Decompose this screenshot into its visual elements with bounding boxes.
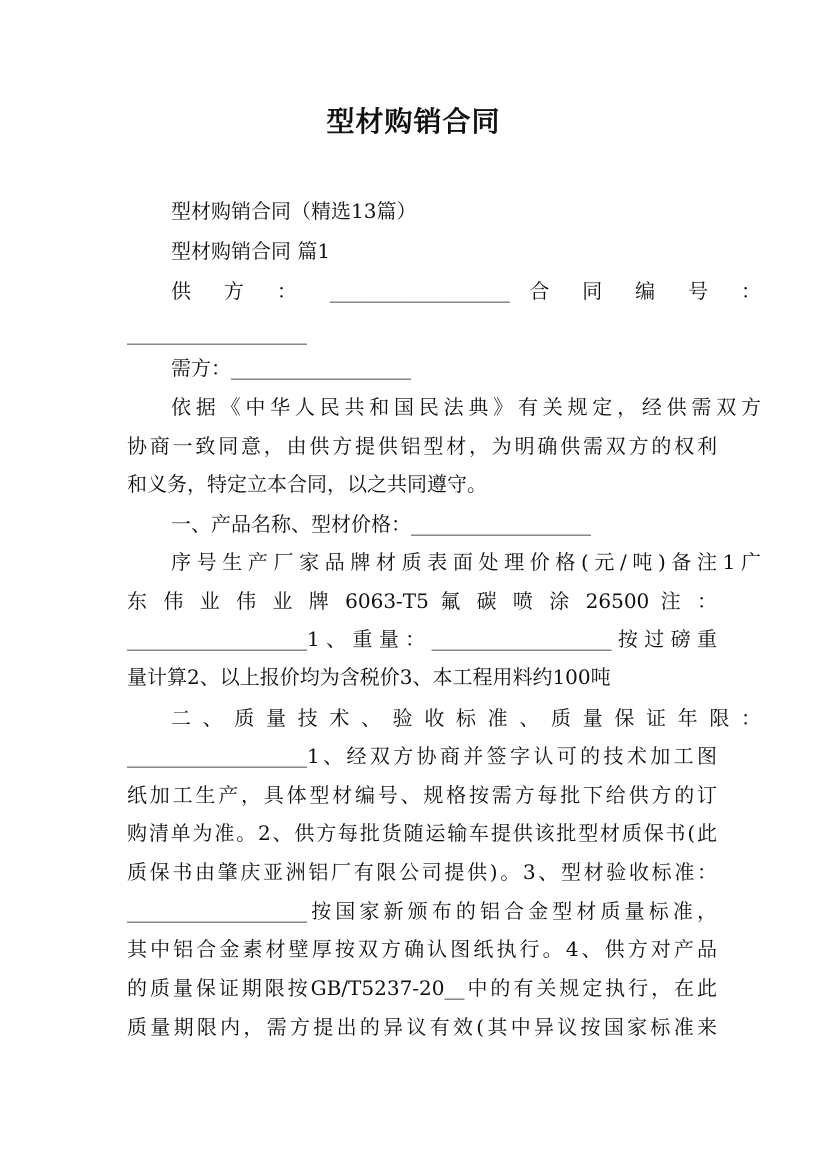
paragraph-line: 的质量保证期限按GB/T5237-20__中的有关规定执行，在此 [127, 976, 717, 1000]
paragraph-line: 购清单为准。2、供方每批货随运输车提供该批型材质保书(此 [127, 821, 717, 845]
paragraph-line: 量计算2、以上报价均为含税价3、本工程用料约100吨 [127, 665, 611, 689]
paragraph-line: 纸加工生产，具体型材编号、规格按需方每批下给供方的订 [127, 783, 717, 807]
paragraph-line: __________________1、经双方协商并签字认可的技术加工图 [127, 744, 717, 768]
paragraph-line: 质量期限内，需方提出的异议有效(其中异议按国家标准来 [127, 1015, 717, 1039]
doc-subtitle: 型材购销合同（精选13篇） [171, 199, 417, 223]
paragraph-line: 序号生产厂家品牌材质表面处理价格(元/吨)备注1广 [171, 550, 761, 574]
paragraph-line: 供 方 ： __________________ 合 同 编 号 ： [171, 279, 761, 303]
paragraph-line: 依据《中华人民共和国民法典》有关规定，经供需双方 [171, 395, 761, 419]
paragraph-line: __________________ [127, 321, 307, 345]
paragraph-line: 东 伟 业 伟 业 牌 6063-T5 氟 碳 喷 涂 26500 注 ： [127, 589, 717, 613]
paragraph-line: 质保书由肇庆亚洲铝厂有限公司提供)。3、型材验收标准： [127, 860, 717, 884]
document-title: 型材购销合同 [326, 105, 501, 138]
paragraph-line: 二 、 质 量 技 术 、 验 收 标 准 、 质 量 保 证 年 限 ： [171, 706, 761, 730]
doc-section-heading: 型材购销合同 篇1 [171, 239, 331, 263]
paragraph-line: 和义务，特定立本合同，以之共同遵守。 [127, 472, 487, 496]
paragraph-line: 需方：__________________ [171, 356, 411, 380]
paragraph-line: 协商一致同意，由供方提供铝型材，为明确供需双方的权利 [127, 434, 717, 458]
paragraph-line: __________________按国家新颁布的铝合金型材质量标准， [127, 899, 717, 923]
paragraph-line: __________________1、重量：__________________按过磅重 [127, 627, 717, 651]
paragraph-line: 一、产品名称、型材价格：__________________ [171, 512, 591, 536]
paragraph-line: 其中铝合金素材壁厚按双方确认图纸执行。4、供方对产品 [127, 937, 717, 961]
